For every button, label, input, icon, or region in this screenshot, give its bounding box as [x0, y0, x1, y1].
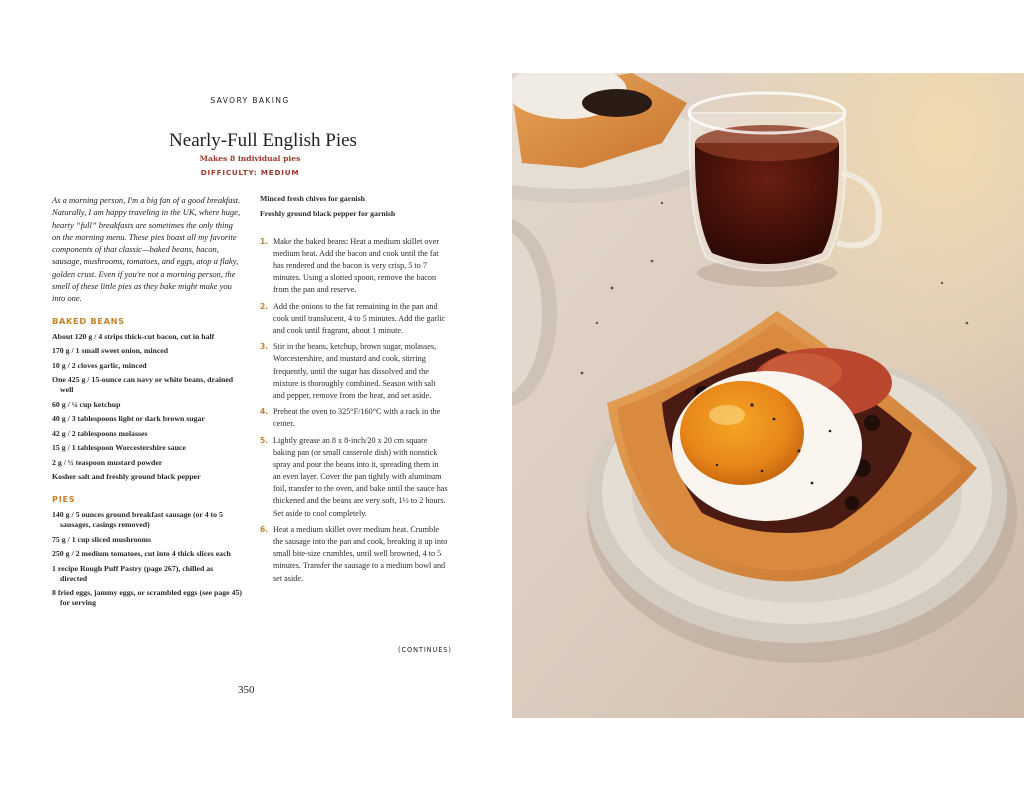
- ingredient-item: 140 g / 5 ounces ground breakfast sausage (or 4 to 5 sausages, casings removed): [52, 510, 223, 530]
- garnish-item: Freshly ground black pepper for garnish: [260, 208, 396, 218]
- ingredient-item: 42 g / 2 tablespoons molasses: [52, 428, 148, 438]
- ingredient-item: 60 g / ¼ cup ketchup: [52, 399, 121, 409]
- continues-note: (CONTINUES): [398, 646, 452, 654]
- ingredient-item: One 425 g / 15-ounce can navy or white beans, drained well: [52, 375, 234, 395]
- ingredient-item: 250 g / 2 medium tomatoes, cut into 4 thick slices each: [52, 549, 231, 559]
- ingredient-item: About 120 g / 4 strips thick-cut bacon, cut in half: [52, 331, 215, 341]
- baked-beans-heading: BAKED BEANS: [52, 315, 125, 326]
- step-item: [260, 435, 448, 520]
- step-text: Add the onions to the fat remaining in the pan and cook until translucent, 4 to 5 minutes. Add the garlic and cook until fragrant, about 1 minute.: [273, 301, 446, 335]
- method-steps: [260, 236, 448, 585]
- ingredient-item: 1 recipe Rough Puff Pastry (page 267), chilled as directed: [52, 563, 214, 583]
- pie-photo-illustration: [512, 73, 1024, 718]
- left-column: [52, 194, 242, 613]
- ingredient-item: 40 g / 3 tablespoons light or dark brown sugar: [52, 414, 205, 424]
- ingredient-item: 75 g / 1 cup sliced mushrooms: [52, 534, 152, 544]
- step-number: 6.: [260, 525, 269, 535]
- ingredient-item: 2 g / ½ teaspoon mustard powder: [52, 457, 163, 467]
- pies-ingredients: [52, 510, 242, 608]
- ingredient-item: 10 g / 2 cloves garlic, minced: [52, 360, 147, 370]
- baked-beans-ingredients: [52, 332, 242, 483]
- garnish-item: Minced fresh chives for garnish: [260, 194, 365, 203]
- step-number: 2.: [260, 301, 269, 311]
- step-number: 5.: [260, 436, 269, 445]
- step-item: [260, 236, 448, 296]
- section-label: SAVORY BAKING: [210, 96, 290, 105]
- step-text: Lightly grease an 8 x 8-inch/20 x 20 cm square baking pan (or small casserole dish) with nonstick spray and pour the beans into it, spreading them in an even layer. Cover the pan tightly with aluminum foil, transfer to the oven, and bake until the sauce has thickened and the beans are very soft, 1½ to 2 hours. Set aside to cool completely.: [273, 436, 448, 518]
- page-number: 350: [238, 684, 255, 696]
- step-text: Make the baked beans: Heat a medium skillet over medium heat. Add the bacon and cook until the fat has rendered and the bacon is very crisp, 5 to 7 minutes. Using a slotted spoon, remove the bacon from the pan and reserve.: [273, 236, 439, 294]
- step-item: [260, 406, 448, 430]
- step-item: [260, 341, 448, 401]
- right-column: [260, 194, 448, 589]
- pies-heading: PIES: [52, 494, 76, 505]
- recipe-yield: Makes 8 individual pies: [199, 154, 301, 163]
- step-number: 1.: [260, 236, 269, 246]
- ingredient-item: 8 fried eggs, jammy eggs, or scrambled eggs (see page 45) for serving: [52, 588, 242, 608]
- intro-paragraph: As a morning person, I'm a big fan of a good breakfast. Naturally, I am happy traveling in the UK, where huge, hearty “full” breakfasts are sometimes the only thing on the morning menu. These pies boast all my favorite components of that classic—baked beans, bacon, sausage, mushrooms, tomatoes, and eggs, atop a flaky, golden crust. Even if you're not a morning person, the smell of these little pies as they bake might make you into one.: [52, 195, 241, 304]
- recipe-photo: [512, 73, 1024, 718]
- step-item: [260, 524, 448, 584]
- step-text: Preheat the oven to 325°F/160°C with a rack in the center.: [273, 407, 441, 429]
- step-number: 4.: [260, 407, 269, 417]
- recipe-title: Nearly-Full English Pies: [169, 130, 357, 151]
- ingredient-item: Kosher salt and freshly ground black pepper: [52, 472, 201, 482]
- ingredient-item: 15 g / 1 tablespoon Worcestershire sauce: [52, 443, 186, 453]
- step-text: Heat a medium skillet over medium heat. Crumble the sausage into the pan and cook, breaking it up into small bite-size crumbles, until well browned, 4 to 5 minutes. Transfer the sausage to a medium bowl and set aside.: [273, 525, 448, 583]
- step-number: 3.: [260, 342, 269, 352]
- recipe-difficulty: DIFFICULTY: MEDIUM: [200, 168, 300, 177]
- ingredient-item: 170 g / 1 small sweet onion, minced: [52, 346, 169, 356]
- step-text: Stir in the beans, ketchup, brown sugar, molasses, Worcestershire, and mustard and cook, stirring frequently, until the sugar has dissolved and the mixture is thoroughly combined. Season with salt and pepper, remove from the heat, and set aside.: [273, 342, 437, 400]
- step-item: [260, 301, 448, 337]
